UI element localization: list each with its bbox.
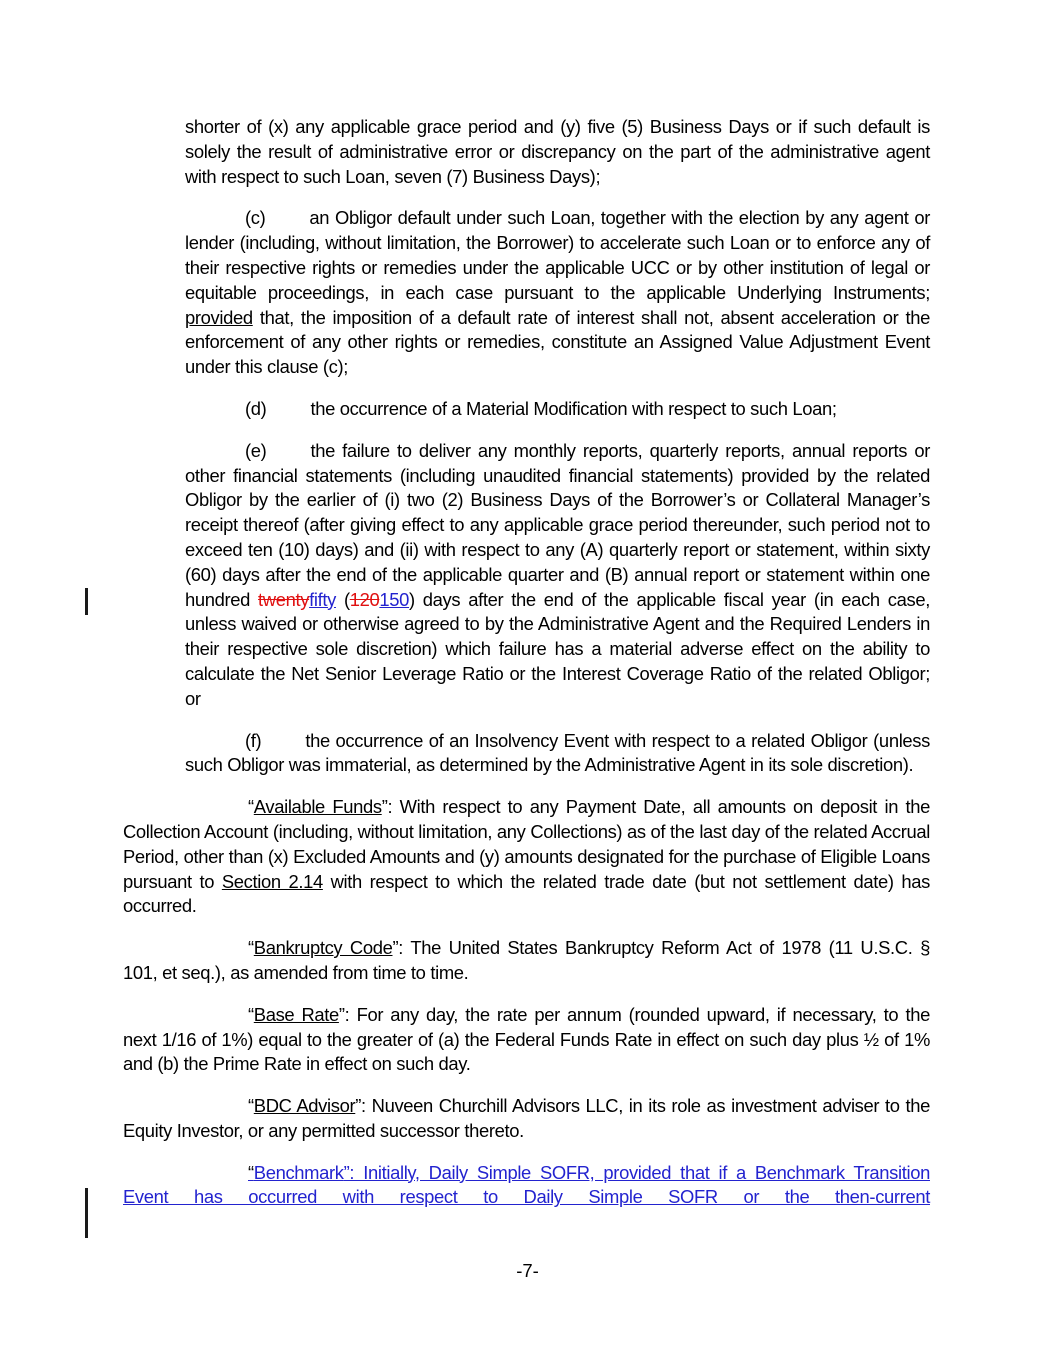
- open-quote: “: [248, 1161, 254, 1183]
- text-segment: ”: With respect to any Payment Date, all amounts on deposit in the Collection Account (including, without limitation, any Collections) as of the last day of the related Accrual Period, other than (x) Excluded Amounts and (y) amounts designated for the purchase of Eligible Loans pursuant to: [123, 796, 930, 892]
- text-segment: ”: The United States Bankruptcy Reform Act of 1978 (11 U.S.C. § 101, et seq.), as amended from time to time.: [123, 937, 930, 983]
- text-segment: that, the imposition of a default rate of interest shall not, absent acceleration or the enforcement of any other rights or remedies, constitute an Assigned Value Adjustment Event under this clause (c);: [185, 306, 930, 378]
- text-segment: the occurrence of a Material Modification with respect to such Loan;: [310, 397, 837, 419]
- clause-label: (d): [245, 397, 267, 419]
- term-bankruptcy-code: Bankruptcy Code: [253, 937, 393, 959]
- text-segment: ”: Nuveen Churchill Advisors LLC, in its role as investment adviser to the Equity Investor, or any permitted successor thereto.: [123, 1095, 930, 1141]
- text-segment: with respect to which the related trade date (but not settlement date) has occurred.: [123, 870, 931, 917]
- document-body: [123, 115, 930, 1227]
- text-segment: the occurrence of an Insolvency Event with respect to a related Obligor (unless such Obligor was immaterial, as determined by the Administrative Agent in its sole discretion).: [185, 729, 930, 776]
- revision-change-bar: [85, 588, 88, 615]
- open-quote: “: [248, 937, 254, 959]
- paragraph-clause-d: [185, 397, 930, 422]
- term-benchmark: Benchmark: [253, 1161, 344, 1183]
- text-segment: ) days after the end of the applicable fiscal year (in each case, unless waived or otherwise agreed to by the Administrative Agent and the Required Lenders in their respective sole discretion) which failure has a material adverse effect on the ability to calculate the Net Senior Leverage Ratio or the Interest Coverage Ratio of the related Obligor; or: [185, 588, 930, 709]
- open-quote: “: [248, 1095, 254, 1117]
- term-bdc-advisor: BDC Advisor: [253, 1095, 356, 1117]
- inserted-text-150: 150: [379, 588, 410, 610]
- text-segment: an Obligor default under such Loan, together with the election by any agent or lender (including, without limitation, the Borrower) to accelerate such Loan or to enforce any of their respective rights or remedies under the applicable UCC or by other institution of legal or equitable proceedings, in each case pursuant to the applicable Underlying Instruments;: [185, 207, 930, 303]
- paragraph-definition-bankruptcy-code: [123, 936, 930, 986]
- paragraph-definition-benchmark: [123, 1161, 930, 1211]
- term-provided: provided: [185, 306, 253, 328]
- page-number: -7-: [516, 1260, 539, 1281]
- cross-reference-section-2-14: Section 2.14: [221, 870, 323, 892]
- term-available-funds: Available Funds: [253, 796, 382, 818]
- text-segment: shorter of (x) any applicable grace period and (y) five (5) Business Days or if such default is solely the result of administrative error or discrepancy on the part of the administrative agent with respect to such Loan, seven (7) Business Days);: [185, 116, 930, 187]
- open-quote: “: [248, 1003, 254, 1025]
- revision-change-bar: [85, 1188, 88, 1238]
- text-segment: the failure to deliver any monthly reports, quarterly reports, annual reports or other financial statements (including unaudited financial statements) provided by the related Obligor by the earlier of (i) two (2) Business Days of the Borrower’s or Collateral Manager’s receipt thereof (after giving effect to any applicable grace period thereunder, such period not to exceed ten (10) days) and (ii) with respect to any (A) quarterly report or statement, within sixty (60) days after the end of the applicable quarter and (B) annual report or statement within one hundred: [185, 439, 930, 610]
- paragraph-clause-c: [185, 206, 930, 380]
- paragraph-clause-f: [185, 729, 930, 779]
- clause-label: (c): [245, 207, 266, 229]
- paragraph-clause-b-continuation: [185, 115, 930, 189]
- open-quote: “: [248, 796, 254, 818]
- paragraph-definition-available-funds: [123, 795, 930, 919]
- paragraph-clause-e: [185, 439, 930, 712]
- paragraph-definition-bdc-advisor: [123, 1094, 930, 1144]
- text-segment: ”: For any day, the rate per annum (rounded upward, if necessary, to the next 1/16 of 1%) equal to the greater of (a) the Federal Funds Rate in effect on such day plus ½ of 1% and (b) the Prime Rate in effect on such day.: [123, 1003, 930, 1075]
- deleted-text-twenty: twenty: [258, 588, 310, 610]
- deleted-text-120: 120: [349, 588, 380, 610]
- clause-label: (e): [245, 439, 267, 461]
- text-segment: (: [335, 588, 350, 610]
- term-base-rate: Base Rate: [253, 1003, 339, 1025]
- clause-label: (f): [245, 729, 262, 751]
- inserted-text-segment: ”: Initially, Daily Simple SOFR, provided that if a Benchmark Transition Event has occurred with respect to Daily Simple SOFR or the then-current: [123, 1161, 930, 1208]
- paragraph-definition-base-rate: [123, 1003, 930, 1077]
- inserted-text-fifty: fifty: [309, 588, 336, 610]
